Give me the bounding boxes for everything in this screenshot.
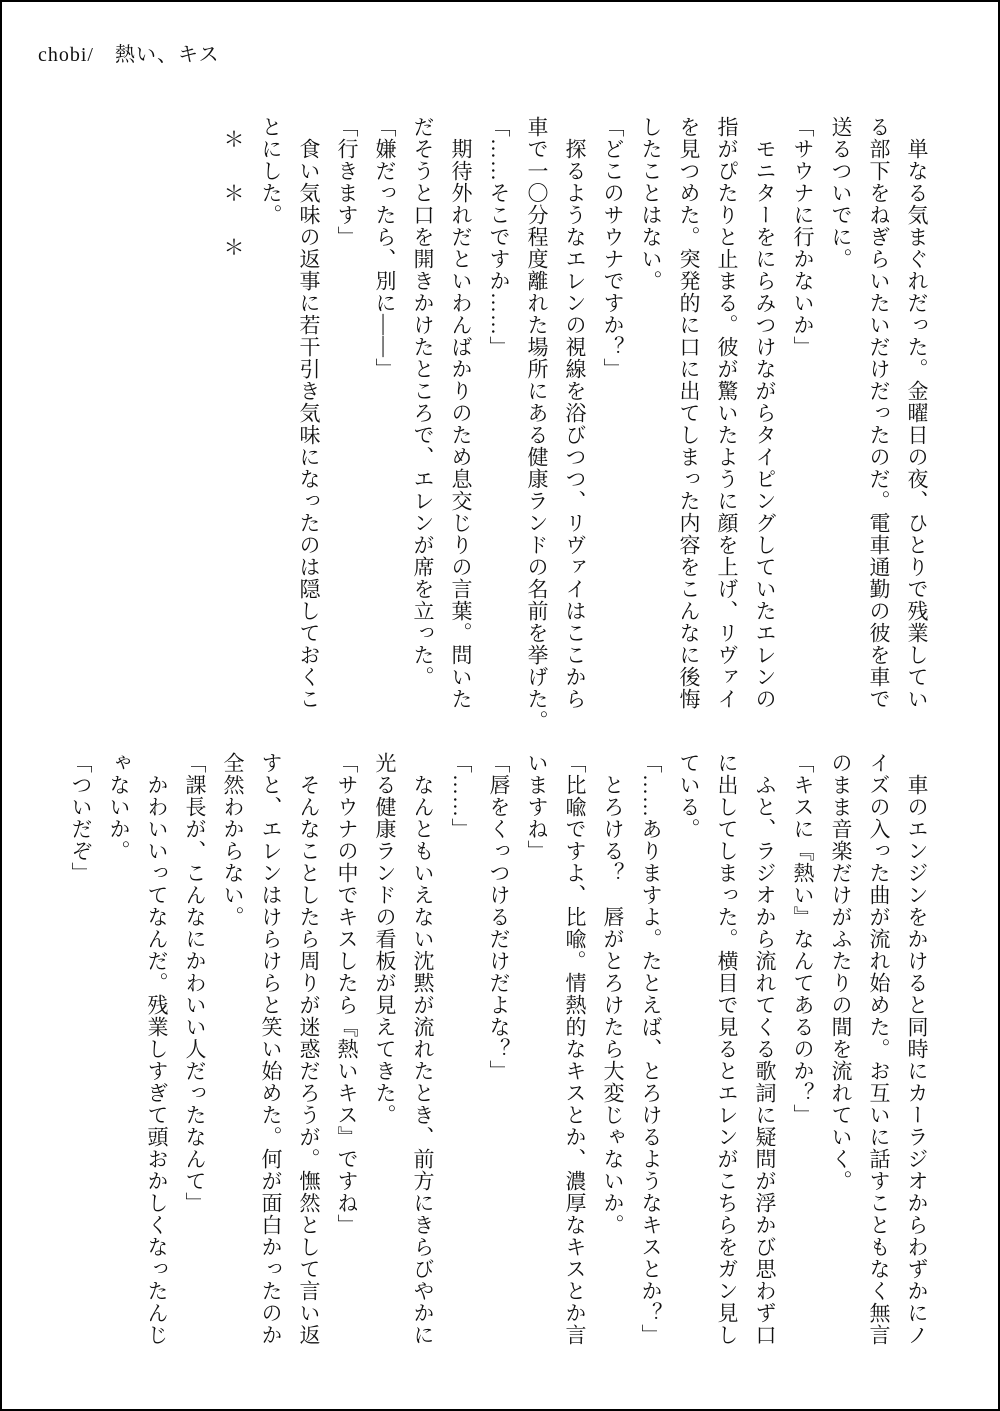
text-line: すと、エレンはけらけらと笑い始めた。何が面白かったのか: [259, 752, 283, 1346]
text-line: 「キスに『熱い』なんてあるのか？」: [791, 752, 815, 1126]
section-bottom: [62, 752, 936, 1376]
text-line: 食い気味の返事に若干引き気味になったのは隠しておくこ: [297, 116, 321, 710]
text-line: 車で一〇分程度離れた場所にある健康ランドの名前を挙げた。: [525, 116, 549, 732]
text-line: かわいいってなんだ。残業しすぎて頭おかしくなったんじ: [145, 752, 169, 1346]
text-line: したことはない。: [639, 116, 663, 292]
text-line: 単なる気まぐれだった。金曜日の夜、ひとりで残業してい: [905, 116, 929, 710]
text-line: とろける？ 唇がとろけたら大変じゃないか。: [601, 752, 625, 1236]
page-title: chobi/ 熱い、キス: [38, 44, 220, 66]
text-line: 「ついだぞ」: [69, 752, 93, 884]
text-line: 全然わからない。: [221, 752, 245, 928]
section-divider: ＊＊＊: [221, 128, 245, 290]
text-line: 車のエンジンをかけると同時にカーラジオからわずかにノ: [905, 752, 929, 1346]
text-line: いますね」: [525, 752, 549, 862]
text-line: 「嫌だったら、別に――」: [373, 116, 397, 380]
text-line: 「どこのサウナですか？」: [601, 116, 625, 380]
text-line: 「……ありますよ。たとえば、とろけるようなキスとか？」: [639, 752, 663, 1346]
text-line: なんともいえない沈黙が流れたとき、前方にきらびやかに: [411, 752, 435, 1346]
text-line: 探るようなエレンの視線を浴びつつ、リヴァイはここから: [563, 116, 587, 710]
text-line: 「行きます」: [335, 116, 359, 248]
text-line: のまま音楽だけがふたりの間を流れていく。: [829, 752, 853, 1192]
text-line: ふと、ラジオから流れてくる歌詞に疑問が浮かび思わず口: [753, 752, 777, 1346]
text-line: 期待外れだといわんばかりのため息交じりの言葉。問いた: [449, 116, 473, 710]
text-line: 送るついでに。: [829, 116, 853, 270]
section-top: [214, 116, 936, 740]
text-line: を見つめた。突発的に口に出てしまった内容をこんなに後悔: [677, 116, 701, 710]
text-line: 「サウナの中でキスしたら『熱いキス』ですね」: [335, 752, 359, 1236]
text-line: ゃないか。: [107, 752, 131, 862]
text-line: イズの入った曲が流れ始めた。お互いに話すこともなく無言: [867, 752, 891, 1346]
text-line: に出してしまった。横目で見るとエレンがこちらをガン見し: [715, 752, 739, 1346]
text-line: 「……そこですか……」: [487, 116, 511, 358]
text-line: だそうと口を開きかけたところで、エレンが席を立った。: [411, 116, 435, 688]
text-line: モニターをにらみつけながらタイピングしていたエレンの: [753, 116, 777, 710]
text-line: 指がぴたりと止まる。彼が驚いたように顔を上げ、リヴァイ: [715, 116, 739, 710]
text-line: 「サウナに行かないか」: [791, 116, 815, 358]
text-line: 「課長が、こんなにかわいい人だったなんて」: [183, 752, 207, 1214]
text-line: 「……」: [449, 752, 473, 840]
text-line: 「唇をくっつけるだけだよな？」: [487, 752, 511, 1082]
text-line: とにした。: [259, 116, 283, 226]
text-line: ている。: [677, 752, 701, 840]
text-line: 「比喩ですよ、比喩。情熱的なキスとか、濃厚なキスとか言: [563, 752, 587, 1346]
text-line: 光る健康ランドの看板が見えてきた。: [373, 752, 397, 1126]
text-line: る部下をねぎらいたいだけだったのだ。電車通勤の彼を車で: [867, 116, 891, 710]
text-line: そんなことしたら周りが迷惑だろうが。憮然として言い返: [297, 752, 321, 1346]
